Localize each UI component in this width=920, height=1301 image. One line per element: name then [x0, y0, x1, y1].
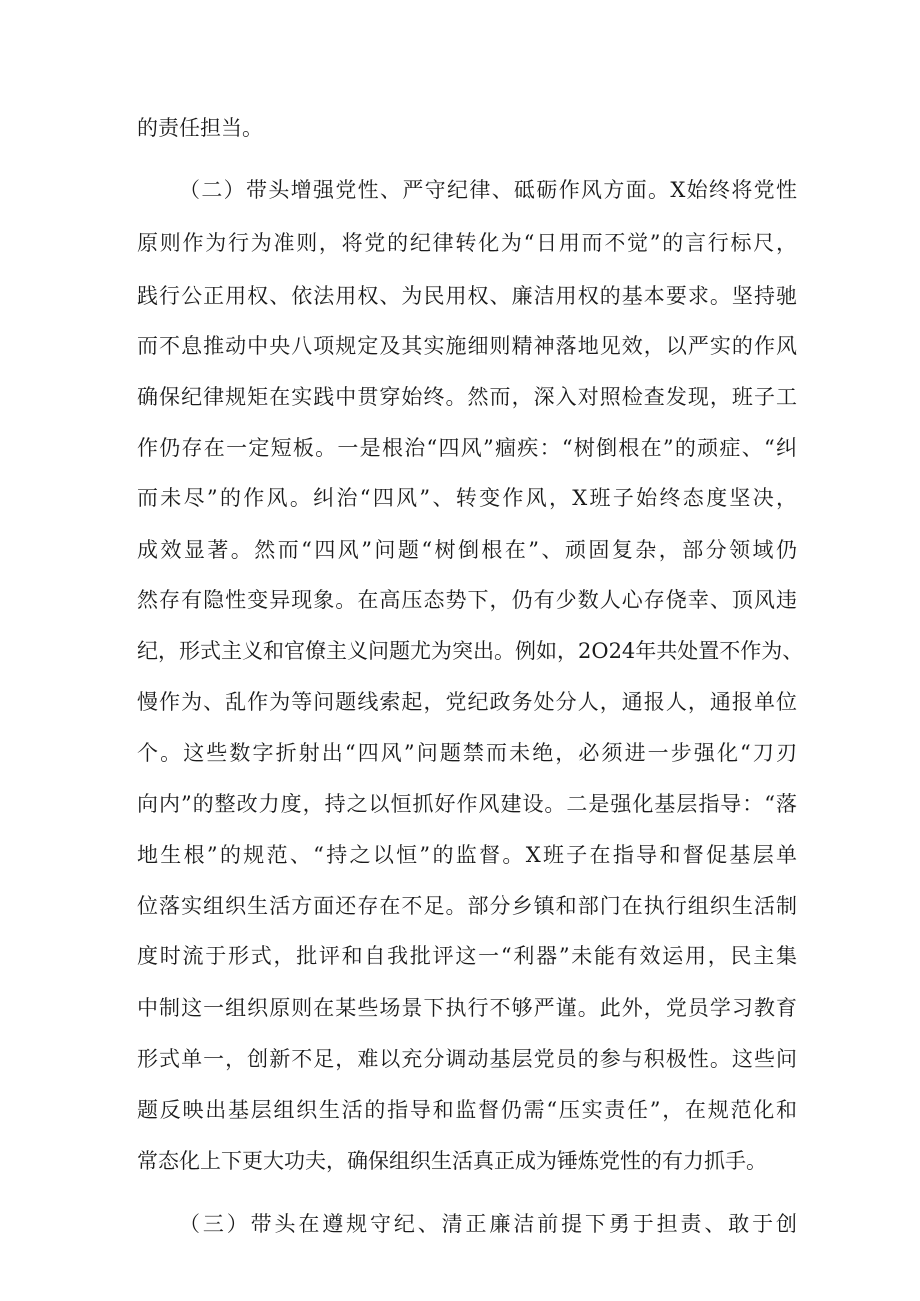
text-line: 作仍存在一定短板。一是根治“四风”痼疾：“树倒根在”的顽症、“纠 [137, 436, 797, 460]
text-line: 确保纪律规矩在实践中贯穿始终。然而，深入对照检查发现，班子工 [137, 385, 797, 409]
text-line: 然存有隐性变异现象。在高压态势下，仍有少数人心存侥幸、顶风违 [137, 588, 797, 612]
text-line: 践行公正用权、依法用权、为民用权、廉洁用权的基本要求。坚持驰 [137, 284, 797, 308]
text-line: 个。这些数字折射出“四风”问题禁而未绝，必须进一步强化“刀刃 [137, 741, 797, 765]
text-line: 地生根”的规范、“持之以恒”的监督。X班子在指导和督促基层单 [137, 843, 797, 867]
text-line: 中制这一组织原则在某些场景下执行不够严谨。此外，党员学习教育 [137, 996, 797, 1020]
text-line: 原则作为行为准则，将党的纪律转化为“日用而不觉”的言行标尺， [137, 231, 797, 255]
text-line: 慢作为、乱作为等问题线索起，党纪政务处分人，通报人，通报单位 [137, 690, 797, 714]
text-line: 度时流于形式，批评和自我批评这一“利器”未能有效运用，民主集 [137, 944, 797, 968]
text-line: 成效显著。然而“四风”问题“树倒根在”、顽固复杂，部分领域仍 [137, 538, 797, 562]
text-line: 常态化上下更大功夫，确保组织生活真正成为锤炼党性的有力抓手。 [137, 1149, 767, 1173]
text-line: 而未尽”的作风。纠治“四风”、转变作风，X班子始终态度坚决， [137, 486, 797, 510]
text-line: 位落实组织生活方面还存在不足。部分乡镇和部门在执行组织生活制 [137, 894, 797, 918]
text-line: 而不息推动中央八项规定及其实施细则精神落地见效，以严实的作风 [137, 334, 797, 358]
text-line: 的责任担当。 [137, 116, 263, 140]
text-line: 纪，形式主义和官僚主义问题尤为突出。例如，2O24年共处置不作为、 [137, 639, 804, 663]
text-line: 向内”的整改力度，持之以恒抓好作风建设。二是强化基层指导：“落 [137, 792, 797, 816]
section-heading-2: （二）带头增强党性、严守纪律、砥砺作风方面。X始终将党性 [179, 178, 797, 202]
text-line: 题反映出基层组织生活的指导和监督仍需“压实责任”，在规范化和 [137, 1098, 797, 1122]
section-heading-3: （三）带头在遵规守纪、清正廉洁前提下勇于担责、敢于创 [179, 1212, 797, 1236]
text-line: 形式单一，创新不足，难以充分调动基层党员的参与积极性。这些问 [137, 1047, 797, 1071]
